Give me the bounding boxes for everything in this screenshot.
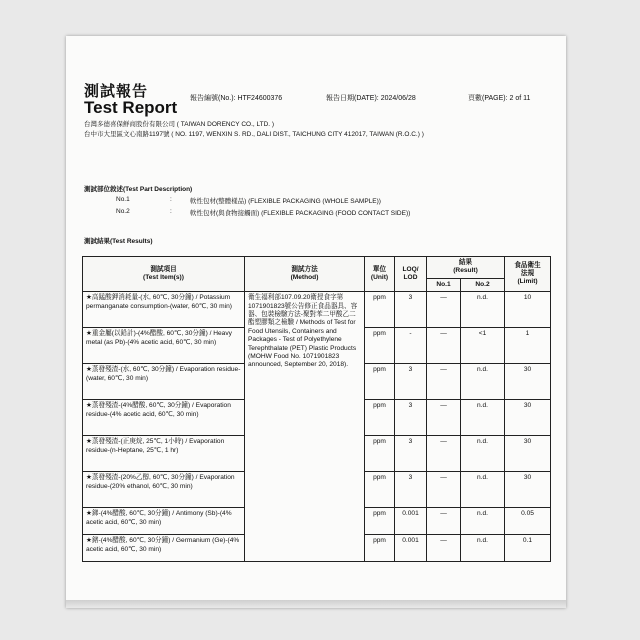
limit: 30 [505, 400, 551, 436]
test-item: ★銻-(4%醋酸, 60℃, 30分鐘) / Antimony (Sb)-(4% acetic acid, 60℃, 30 min) [83, 508, 245, 535]
unit: ppm [365, 400, 395, 436]
col-test-item: 測試項目 (Test Item(s)) [83, 257, 245, 292]
part-separator: : [170, 196, 172, 203]
unit: ppm [365, 508, 395, 535]
result-no1: — [427, 292, 461, 328]
result-no1: — [427, 472, 461, 508]
result-no1: — [427, 328, 461, 364]
test-method: 衛生福利部107.09.20衛授食字第1071901823號公告修正食品器具、容器、包裝檢驗方法-聚對苯二甲酸乙二酯塑膠類之檢驗 / Methods of Test for Food Utensils, Containers and Packages - Test of Polyethylene Terephthalate (PET) Plastic Products (MOHW Food No. 1071901823 announced, September 20, 2018). [245, 292, 365, 562]
limit: 30 [505, 472, 551, 508]
test-item: ★蒸發殘渣-(水, 60℃, 30分鐘) / Evaporation residue-(water, 60℃, 30 min) [83, 364, 245, 400]
part-no: No.1 [116, 196, 130, 203]
lod: 0.001 [395, 535, 427, 562]
table-row [83, 292, 551, 328]
result-no1: — [427, 364, 461, 400]
col-result: 結果 (Result) [427, 257, 505, 279]
result-no1: — [427, 535, 461, 562]
result-no1: — [427, 436, 461, 472]
col-method: 測試方法 (Method) [245, 257, 365, 292]
result-no2: n.d. [461, 508, 505, 535]
report-number: 報告編號(No.): HTF24600376 [190, 95, 283, 102]
lod: 3 [395, 436, 427, 472]
company-name: 台灣多德喜保鮮商股份有限公司 ( TAIWAN DORENCY CO., LTD. ) [84, 121, 275, 128]
limit: 10 [505, 292, 551, 328]
lod: 3 [395, 364, 427, 400]
test-item: ★鍺-(4%醋酸, 60℃, 30分鐘) / Germanium (Ge)-(4% acetic acid, 60℃, 30 min) [83, 535, 245, 562]
lod: 3 [395, 472, 427, 508]
unit: ppm [365, 472, 395, 508]
test-item: ★蒸發殘渣-(20%乙醇, 60℃, 30分鐘) / Evaporation residue-(20% ethanol, 60℃, 30 min) [83, 472, 245, 508]
limit: 0.05 [505, 508, 551, 535]
test-item: ★蒸發殘渣-(正庚烷, 25℃, 1小時) / Evaporation residue-(n-Heptane, 25℃, 1 hr) [83, 436, 245, 472]
limit: 0.1 [505, 535, 551, 562]
part-text: 軟性包材(與食物接觸面) (FLEXIBLE PACKAGING (FOOD CONTACT SIDE)) [190, 210, 411, 217]
part-separator: : [170, 208, 172, 215]
result-no2: <1 [461, 328, 505, 364]
results-table [82, 256, 551, 562]
page-number: 頁數(PAGE): 2 of 11 [468, 95, 531, 102]
unit: ppm [365, 436, 395, 472]
test-item: ★蒸發殘渣-(4%醋酸, 60℃, 30分鐘) / Evaporation residue-(4% acetic acid, 60℃, 30 min) [83, 400, 245, 436]
limit: 30 [505, 364, 551, 400]
limit: 1 [505, 328, 551, 364]
unit: ppm [365, 328, 395, 364]
report-title-zh: 測試報告 [84, 83, 149, 100]
col-lod: LOQ/ LOD [395, 257, 427, 292]
unit: ppm [365, 535, 395, 562]
lod: - [395, 328, 427, 364]
result-no1: — [427, 508, 461, 535]
col-no2: No.2 [461, 278, 505, 291]
col-no1: No.1 [427, 278, 461, 291]
limit: 30 [505, 436, 551, 472]
report-date: 報告日期(DATE): 2024/06/28 [326, 95, 416, 102]
unit: ppm [365, 364, 395, 400]
result-no1: — [427, 400, 461, 436]
result-no2: n.d. [461, 400, 505, 436]
test-item: ★高錳酸鉀消耗量-(水, 60℃, 30分鐘) / Potassium permanganate consumption-(water, 60℃, 30 min) [83, 292, 245, 328]
part-text: 軟性包材(整體樣品) (FLEXIBLE PACKAGING (WHOLE SAMPLE)) [190, 198, 381, 205]
unit: ppm [365, 292, 395, 328]
result-no2: n.d. [461, 436, 505, 472]
page-edge [66, 600, 566, 608]
result-no2: n.d. [461, 292, 505, 328]
report-title-en: Test Report [84, 98, 178, 117]
col-unit: 單位 (Unit) [365, 257, 395, 292]
col-limit: 食品衛生 法規 (Limit) [505, 257, 551, 292]
part-no: No.2 [116, 208, 130, 215]
lod: 3 [395, 400, 427, 436]
result-no2: n.d. [461, 472, 505, 508]
result-no2: n.d. [461, 364, 505, 400]
test-item: ★重金屬(以鉛計)-(4%醋酸, 60℃, 30分鐘) / Heavy metal (as Pb)-(4% acetic acid, 60℃, 30 min) [83, 328, 245, 364]
result-no2: n.d. [461, 535, 505, 562]
part-description-heading: 測試部位敘述(Test Part Description) [84, 186, 193, 193]
company-block [84, 120, 424, 140]
company-address: 台中市大里區文心南路1197號 ( NO. 1197, WENXIN S. RD., DALI DIST., TAICHUNG CITY 412017, TAIWAN (R.O.C.) ) [84, 131, 424, 138]
lod: 3 [395, 292, 427, 328]
lod: 0.001 [395, 508, 427, 535]
test-results-heading: 測試結果(Test Results) [84, 238, 153, 245]
